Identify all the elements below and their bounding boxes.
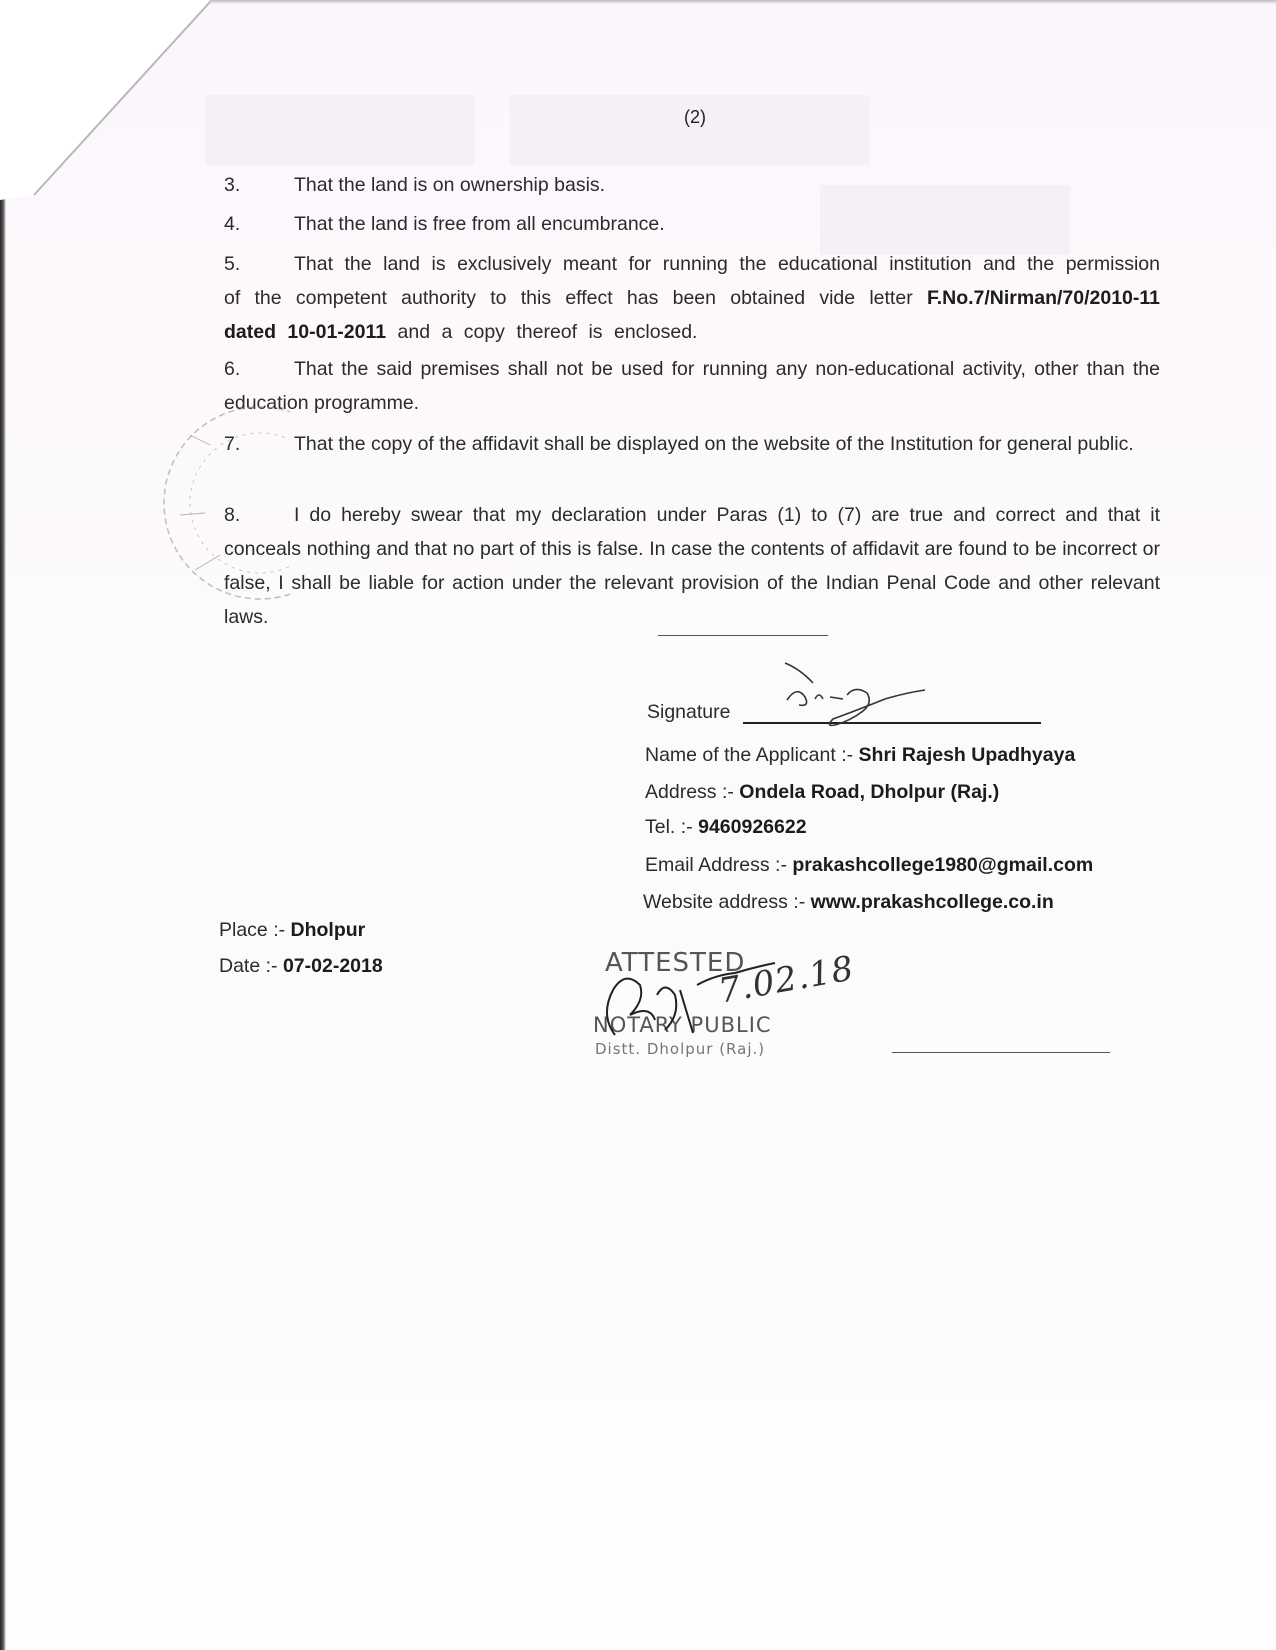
paragraph-8 xyxy=(224,498,1160,634)
attested-stamp-text: ATTESTED xyxy=(605,948,746,978)
paragraph-6 xyxy=(224,352,1160,420)
address-label: Address :- xyxy=(645,781,734,803)
website-value: www.prakashcollege.co.in xyxy=(810,891,1054,913)
folded-corner xyxy=(0,0,220,210)
website-label: Website address :- xyxy=(643,891,806,913)
applicant-signature xyxy=(775,655,975,745)
applicant-name-label: Name of the Applicant :- xyxy=(645,744,854,766)
paragraph-number: 4. xyxy=(224,213,241,235)
place-field xyxy=(219,918,365,942)
tel-label: Tel. :- xyxy=(645,816,693,838)
paragraph-text: I do hereby swear that my declaration under Paras (1) to (7) are true and correct and that it conceals nothing and that no part of this is false. In case the contents of affidavit are found to be incorrect or false, I shall be liable for action under the relevant provision of the Indian Penal Code and other relevant laws. xyxy=(224,504,1160,628)
pen-stroke xyxy=(892,1052,1110,1053)
paragraph-text: That the said premises shall not be used for running any non-educational activity, other than the education programme. xyxy=(224,358,1160,414)
paragraph-text: That the copy of the affidavit shall be displayed on the website of the Institution for general public. xyxy=(294,433,1134,455)
paragraph-3 xyxy=(224,168,1160,202)
address-value: Ondela Road, Dholpur (Raj.) xyxy=(739,781,1000,803)
applicant-email xyxy=(645,853,1093,877)
paragraph-number: 7. xyxy=(224,433,241,455)
scan-left-edge xyxy=(0,0,6,1650)
letter-reference: F.No.7/Nirman/70/2010-11 dated 10-01-2011 xyxy=(224,287,1160,343)
paragraph-4 xyxy=(224,207,1160,241)
email-label: Email Address :- xyxy=(645,854,787,876)
paragraph-number: 6. xyxy=(224,358,241,380)
notary-public-text: NOTARY PUBLIC xyxy=(593,1013,772,1037)
paragraph-text: That the land is on ownership basis. xyxy=(294,174,606,196)
page-number: (2) xyxy=(684,107,706,127)
applicant-website xyxy=(643,890,1054,914)
date-label: Date :- xyxy=(219,955,278,977)
applicant-name xyxy=(645,743,1075,767)
paragraph-number: 5. xyxy=(224,253,241,275)
place-value: Dholpur xyxy=(290,919,366,941)
applicant-tel xyxy=(645,815,807,839)
paragraph-text-end: and a copy thereof is enclosed. xyxy=(386,321,698,343)
date-field xyxy=(219,954,383,978)
tel-value: 9460926622 xyxy=(698,816,807,838)
notary-district-text: Distt. Dholpur (Raj.) xyxy=(595,1040,766,1058)
bleed-through-mark xyxy=(510,95,870,165)
email-value: prakashcollege1980@gmail.com xyxy=(792,854,1094,876)
date-value: 07-02-2018 xyxy=(282,955,383,977)
applicant-name-value: Shri Rajesh Upadhyaya xyxy=(858,744,1076,766)
paragraph-number: 3. xyxy=(224,174,241,196)
paragraph-text: That the land is free from all encumbrance. xyxy=(294,213,665,235)
round-seal-stamp xyxy=(150,395,290,615)
notary-handwritten-date: 7.02.18 xyxy=(715,948,858,1012)
paragraph-text: That the land is exclusively meant for running the educational institution and the permission of the competent authority to this effect has been obtained vide letter xyxy=(224,253,1160,309)
pen-stroke xyxy=(658,635,828,636)
paragraph-5 xyxy=(224,247,1160,349)
paragraph-number: 8. xyxy=(224,504,241,526)
place-label: Place :- xyxy=(219,919,286,941)
paragraph-7 xyxy=(224,427,1160,461)
bleed-through-mark xyxy=(205,95,475,165)
signature-label: Signature xyxy=(647,701,731,723)
applicant-address xyxy=(645,780,999,804)
